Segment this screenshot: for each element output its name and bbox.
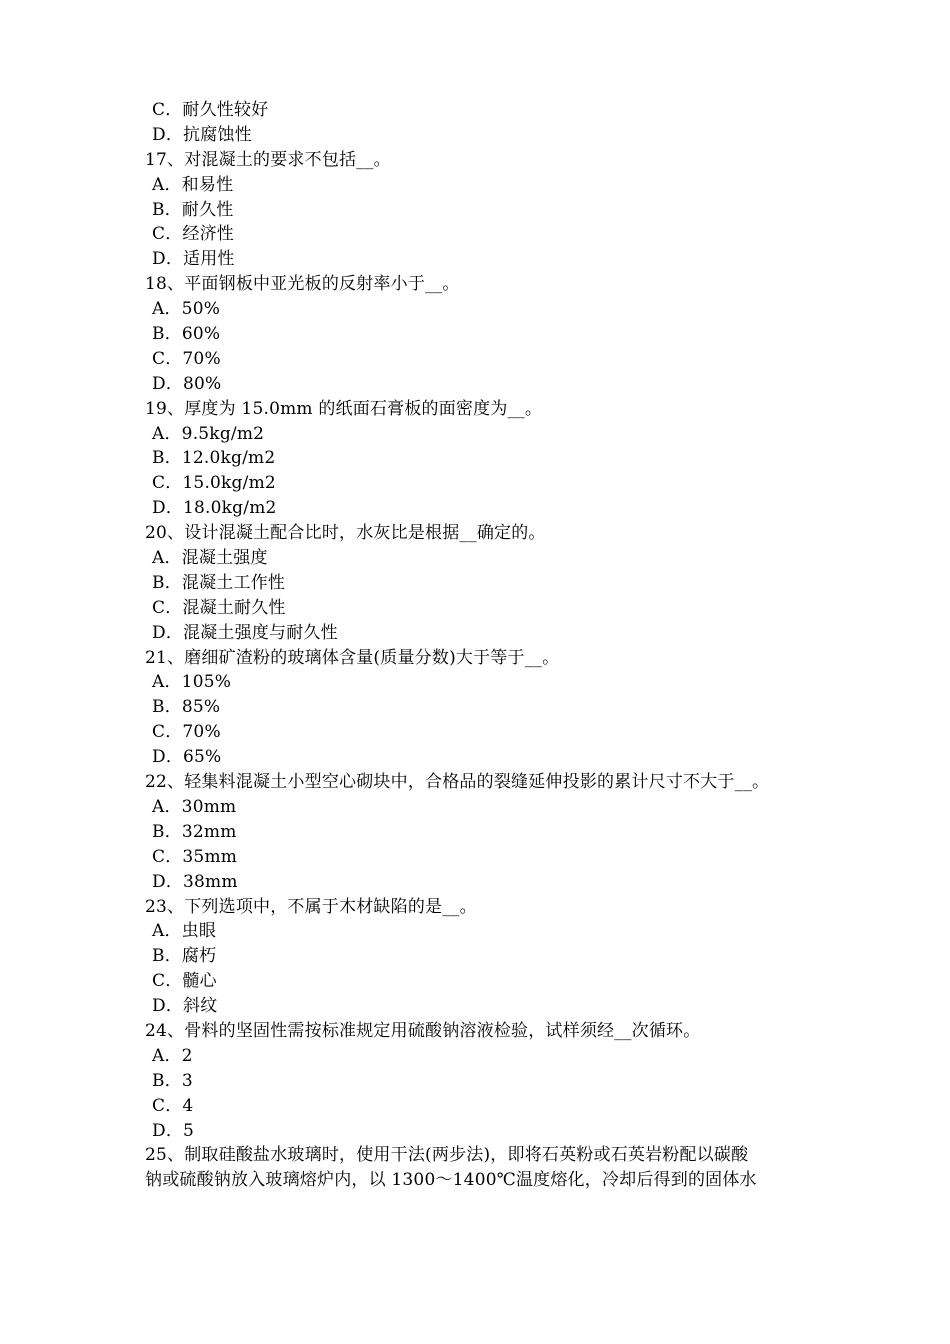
answer-option: D．5: [152, 1120, 195, 1141]
answer-option: C．70%: [152, 348, 221, 369]
answer-option: B．60%: [152, 324, 221, 345]
question-text: 23、下列选项中，不属于木材缺陷的是__。: [145, 896, 477, 917]
question-text: 24、骨料的坚固性需按标准规定用硫酸钠溶液检验，试样须经__次循环。: [145, 1020, 701, 1041]
question-text: 19、厚度为 15.0mm 的纸面石膏板的面密度为__。: [145, 398, 543, 419]
answer-option: A．105%: [152, 672, 232, 693]
answer-option: C．35mm: [152, 846, 238, 867]
answer-option: B．腐朽: [152, 946, 217, 967]
question-text: 25、制取硅酸盐水玻璃时，使用干法(两步法)，即将石英粉或石英岩粉配以碳酸: [145, 1145, 749, 1166]
answer-option: A．2: [152, 1045, 193, 1066]
document-page: [0, 98, 950, 1193]
answer-option: C．70%: [152, 722, 221, 743]
question-continuation: 钠或硫酸钠放入玻璃熔炉内，以 1300～1400℃温度熔化，冷却后得到的固体水: [145, 1170, 757, 1191]
answer-option: A．30mm: [152, 796, 237, 817]
answer-option: A．混凝土强度: [152, 548, 268, 569]
answer-option: A．50%: [152, 299, 221, 320]
answer-option: D．适用性: [152, 249, 235, 270]
answer-option: C．经济性: [152, 224, 235, 245]
answer-option: C．4: [152, 1095, 194, 1116]
answer-option: B．12.0kg/m2: [152, 448, 276, 469]
answer-option: B．混凝土工作性: [152, 572, 286, 593]
answer-option: B．32mm: [152, 821, 237, 842]
question-text: 18、平面钢板中亚光板的反射率小于__。: [145, 274, 460, 295]
answer-option: B．耐久性: [152, 199, 234, 220]
answer-option: C．耐久性较好: [152, 100, 269, 120]
question-text: 21、磨细矿渣粉的玻璃体含量(质量分数)大于等于__。: [145, 647, 560, 668]
answer-option: B．85%: [152, 697, 221, 718]
question-text: 22、轻集料混凝土小型空心砌块中，合格品的裂缝延伸投影的累计尺寸不大于__。: [145, 772, 770, 793]
answer-option: B．3: [152, 1070, 193, 1091]
answer-option: D．80%: [152, 373, 222, 394]
answer-option: D．抗腐蚀性: [152, 124, 252, 145]
answer-option: C．混凝土耐久性: [152, 597, 286, 618]
question-text: 17、对混凝土的要求不包括__。: [145, 149, 391, 170]
answer-option: A．9.5kg/m2: [152, 423, 265, 444]
answer-option: C．15.0kg/m2: [152, 473, 276, 494]
answer-option: A．虫眼: [152, 921, 217, 942]
answer-option: A．和易性: [152, 174, 234, 195]
answer-option: D．38mm: [152, 871, 238, 892]
question-text: 20、设计混凝土配合比时，水灰比是根据__确定的。: [145, 523, 546, 544]
answer-option: D．混凝土强度与耐久性: [152, 622, 338, 643]
answer-option: C．髓心: [152, 971, 217, 992]
answer-option: D．18.0kg/m2: [152, 498, 277, 519]
answer-option: D．斜纹: [152, 996, 218, 1017]
answer-option: D．65%: [152, 747, 222, 768]
